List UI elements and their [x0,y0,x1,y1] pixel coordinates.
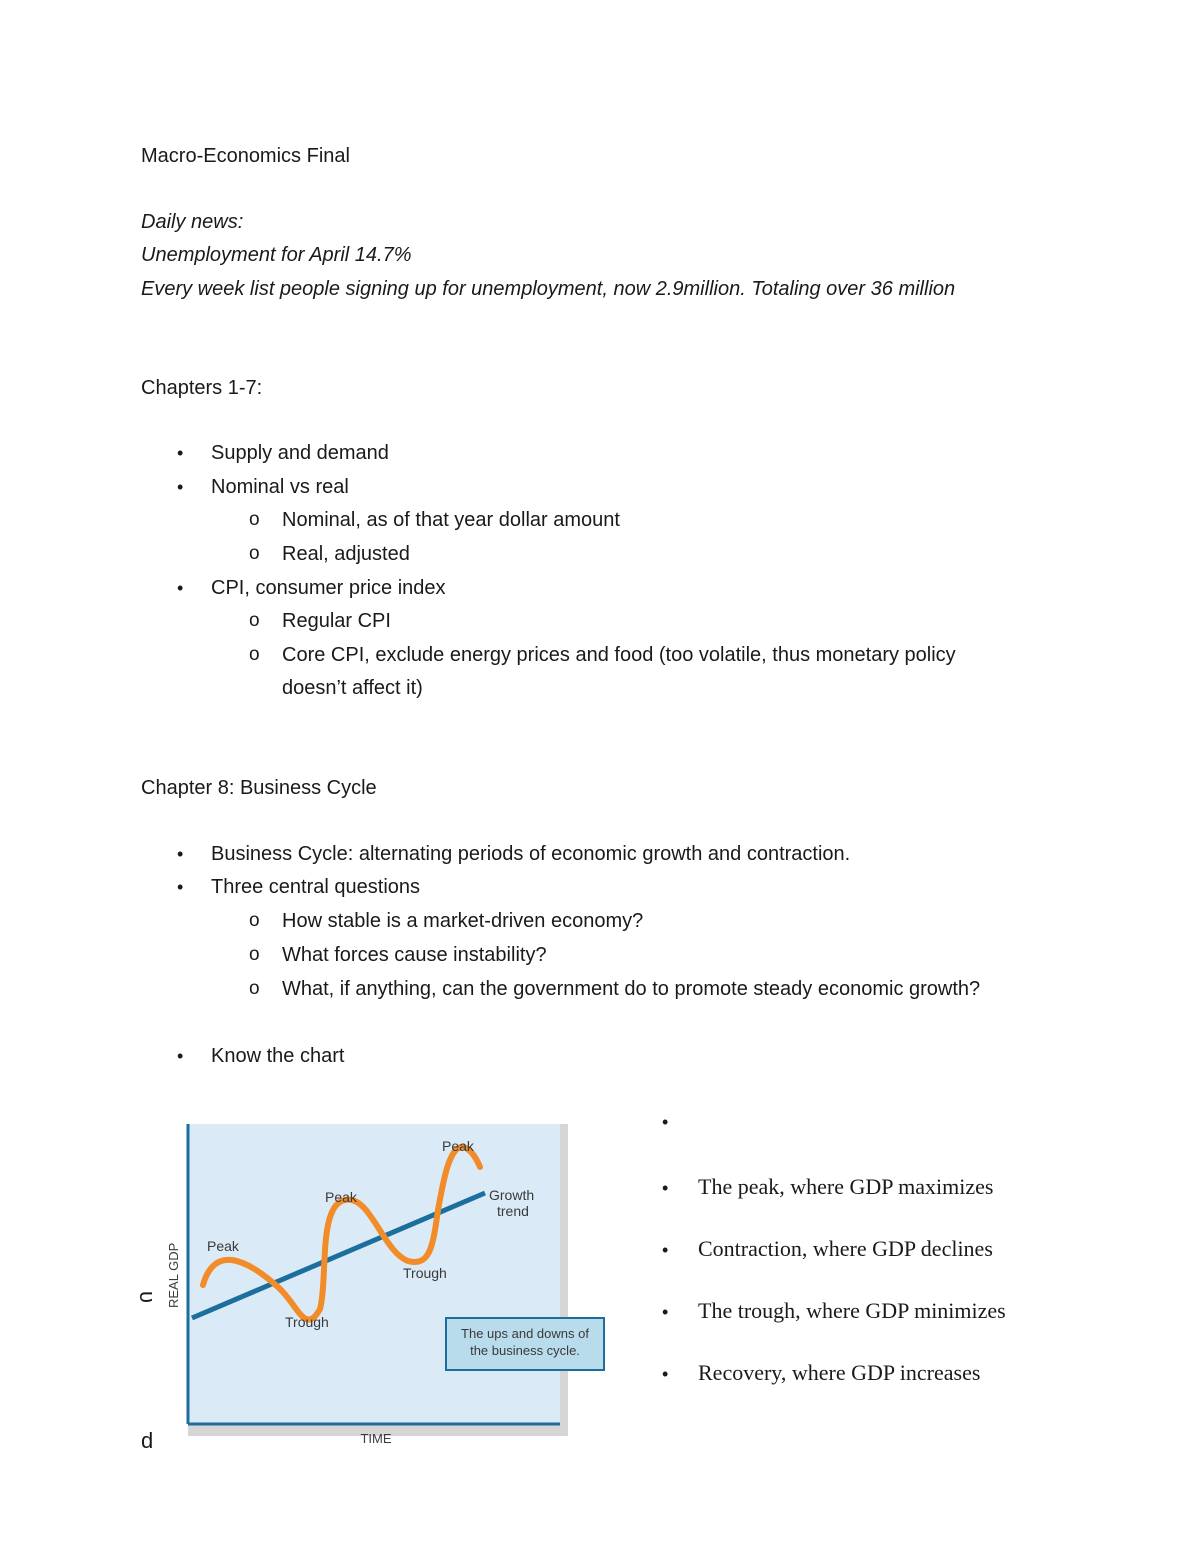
list-item-continuation: doesn’t affect it) [282,677,423,699]
news-heading: Daily news: [141,211,244,233]
y-axis-label: REAL GDP [166,1242,181,1308]
list-item: Three central questions [211,876,421,898]
list-item: Core CPI, exclude energy prices and food (too volatile, thus monetary policy [282,644,956,666]
section-heading-chapters-1-7: Chapters 1-7: [141,377,263,399]
list-item: Regular CPI [282,610,391,632]
news-line-1: Unemployment for April 14.7% [141,244,412,266]
chart-svg [140,1112,610,1457]
phase-item-trough: The trough, where GDP minimizes [698,1298,1006,1323]
bullet-disc: • [177,578,184,598]
list-item: Real, adjusted [282,543,410,565]
bullet-circle: o [249,944,260,965]
list-item: CPI, consumer price index [211,577,446,599]
bullet-disc: • [177,844,184,864]
bullet-disc: • [662,1302,669,1322]
annotation-peak-1: Peak [207,1238,239,1254]
bullet-circle: o [249,509,260,530]
phase-item-peak: The peak, where GDP maximizes [698,1174,994,1199]
annotation-peak-2: Peak [325,1189,357,1205]
annotation-trough-2: Trough [403,1265,447,1281]
business-cycle-chart [140,1112,610,1457]
bullet-circle: o [249,543,260,564]
trend-label-line-1: Growth [489,1187,535,1203]
caption-line-2: the business cycle. [470,1343,580,1358]
bullet-disc: • [662,1240,669,1260]
stray-glyph: υ [135,1290,161,1304]
bullet-disc: • [662,1178,669,1198]
bullet-disc: • [177,477,184,497]
list-item: Supply and demand [211,442,389,464]
chart-background [188,1124,560,1424]
bullet-circle: o [249,910,260,931]
phase-item-contraction: Contraction, where GDP declines [698,1236,993,1261]
news-line-2: Every week list people signing up for unemployment, now 2.9million. Totaling over 36 million [141,278,956,300]
x-axis-label: TIME [360,1431,392,1446]
list-item: Nominal vs real [211,476,349,498]
list-item: What forces cause instability? [282,944,547,966]
stray-glyph: d [141,1428,154,1453]
list-item: Know the chart [211,1045,345,1067]
bullet-disc: • [662,1364,669,1384]
bullet-disc: • [177,1046,184,1066]
caption-line-1: The ups and downs of [461,1326,589,1341]
bullet-disc-empty: • [662,1112,669,1132]
annotation-peak-3: Peak [442,1138,474,1154]
bullet-disc: • [177,443,184,463]
phase-item-recovery: Recovery, where GDP increases [698,1360,981,1385]
bullet-circle: o [249,610,260,631]
bullet-circle: o [249,644,260,665]
section-heading-chapter-8: Chapter 8: Business Cycle [141,777,377,799]
list-item: How stable is a market-driven economy? [282,910,644,932]
trend-label-line-2: trend [497,1203,529,1219]
page-title: Macro-Economics Final [141,145,350,167]
list-item: What, if anything, can the government do to promote steady economic growth? [282,978,981,1000]
annotation-trough-1: Trough [285,1314,329,1330]
list-item: Nominal, as of that year dollar amount [282,509,620,531]
bullet-disc: • [177,877,184,897]
list-item: Business Cycle: alternating periods of economic growth and contraction. [211,843,851,865]
bullet-circle: o [249,978,260,999]
